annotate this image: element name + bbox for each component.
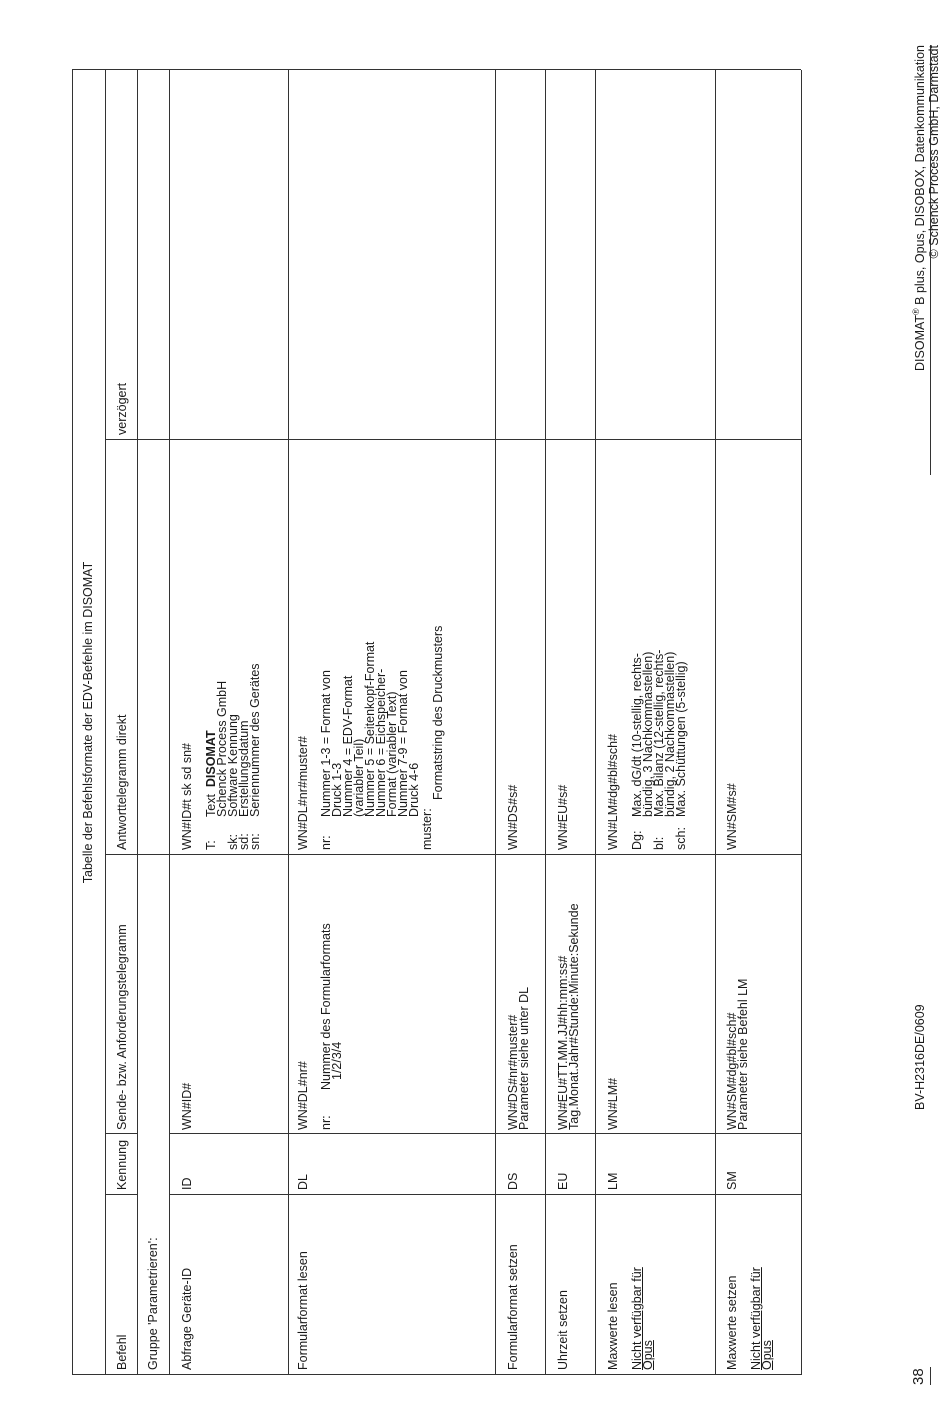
param-value: 1/2/3/4: [330, 1041, 344, 1080]
param-value: Nummer 4 = EDV-Format: [341, 675, 355, 817]
param-key: sn:: [248, 833, 262, 850]
doc-code: BV-H2316DE/0609: [913, 1004, 927, 1110]
antwort-cell: WN#DS#s#: [506, 784, 520, 850]
header-kennung: Kennung: [115, 1139, 129, 1190]
param-key: nr:: [319, 835, 333, 850]
param-value: Schenck Process GmbH: [215, 680, 229, 817]
availability-note: Nicht verfügbar für: [630, 1267, 644, 1370]
param-value: Erstellungsdatum: [237, 720, 251, 817]
befehl-cell: Abfrage Geräte-ID: [180, 1267, 194, 1370]
page-number-rule: [930, 1367, 931, 1385]
kennung-cell: SM: [725, 1171, 739, 1190]
param-value: (variabler Teil): [352, 738, 366, 817]
sende-cell: WN#SM#dg#bl#sch#: [725, 1012, 739, 1130]
table-title: Tabelle der Befehlsformate der EDV-Befehle im DISOMAT: [81, 561, 95, 884]
antwort-cell: WN#LM#dg#bl#sch#: [606, 733, 620, 850]
antwort-cell: WN#EU#s#: [556, 784, 570, 850]
param-value: Druck 4-6: [407, 762, 421, 817]
antwort-cell: WN#DL#nr#muster#: [296, 736, 310, 850]
availability-note: Opus: [641, 1340, 655, 1370]
kennung-cell: DS: [506, 1172, 520, 1190]
header-befehl: Befehl: [115, 1334, 129, 1370]
kennung-cell: LM: [606, 1172, 620, 1190]
sende-cell: WN#DL#nr#: [296, 1061, 310, 1130]
product-line: DISOMAT® B plus, Opus, DISOBOX, Datenkommunikation: [911, 45, 928, 371]
param-value: Format (variabler Text): [385, 691, 399, 817]
param-key: Dg:: [630, 830, 644, 850]
param-value: Nummer 1-3 = Format von: [319, 670, 333, 817]
group-label: Gruppe 'Parametrieren':: [146, 1237, 160, 1370]
antwort-cell: WN#SM#s#: [725, 783, 739, 850]
availability-note: Opus: [760, 1340, 774, 1370]
befehl-cell: Formularformat lesen: [296, 1251, 310, 1370]
param-value: Software Kennung: [226, 714, 240, 817]
param-value: Max. Schüttungen (5-stellig): [674, 661, 688, 817]
kennung-cell: ID: [180, 1177, 194, 1190]
kennung-cell: DL: [296, 1174, 310, 1190]
param-value: Max. dG/dt (10-stellig, rechts-: [630, 653, 644, 817]
befehl-cell: Uhrzeit setzen: [556, 1290, 570, 1370]
header-sende: Sende- bzw. Anforderungstelegramm: [115, 924, 129, 1130]
param-key: sd:: [237, 833, 251, 850]
param-value: Text DISOMAT: [204, 730, 218, 817]
copyright: © Schenck Process GmbH, Darmstadt: [927, 45, 941, 259]
kennung-cell: EU: [556, 1172, 570, 1190]
sende-cell: WN#ID#: [180, 1082, 194, 1130]
sende-cell: Tag.Monat.Jahr#Stunde:Minute:Sekunde: [567, 903, 581, 1130]
param-key: sk:: [226, 834, 240, 850]
availability-note: Nicht verfügbar für: [749, 1267, 763, 1370]
page-number: 38: [910, 1368, 927, 1385]
param-value: Seriennummer des Gerätes: [248, 663, 262, 817]
sende-cell: Parameter siehe Befehl LM: [736, 978, 750, 1130]
param-value: Druck 1-3: [330, 762, 344, 817]
befehl-cell: Maxwerte setzen: [725, 1275, 739, 1370]
antwort-cell: WN#ID#t sk sd sn#: [180, 743, 194, 850]
param-value: bündig, 2 Nachkommastellen): [663, 651, 677, 817]
param-key: muster:: [420, 808, 434, 850]
param-value: Formatstring des Druckmusters: [431, 625, 445, 800]
param-key: T:: [204, 840, 218, 850]
header-antwort-direkt: Antworttelegramm direkt: [115, 714, 129, 850]
param-value: bündig, 3 Nachkommastellen): [641, 651, 655, 817]
param-value: Nummer 6 = Eichspeicher-: [374, 668, 388, 817]
param-key: sch:: [674, 827, 688, 850]
sende-cell: WN#EU#TT.MM.JJ#hh:mm:ss#: [556, 955, 570, 1130]
befehl-cell: Maxwerte lesen: [606, 1282, 620, 1370]
sende-cell: Parameter siehe unter DL: [517, 986, 531, 1130]
param-value: Max. Bilanz (12-stellig, rechts-: [652, 649, 666, 817]
sende-cell: WN#LM#: [606, 1077, 620, 1130]
header-antwort-verzoegert: verzögert: [115, 382, 129, 435]
param-key: bl:: [652, 836, 666, 850]
sende-cell: WN#DS#nr#muster#: [506, 1014, 520, 1130]
befehl-cell: Formularformat setzen: [506, 1244, 520, 1370]
param-value: Nummer 7-9 = Format von: [396, 670, 410, 817]
param-value: Nummer 5 = Seitenkopf-Format: [363, 641, 377, 817]
param-value: Nummer des Formularformats: [319, 923, 333, 1090]
param-key: nr:: [319, 1115, 333, 1130]
